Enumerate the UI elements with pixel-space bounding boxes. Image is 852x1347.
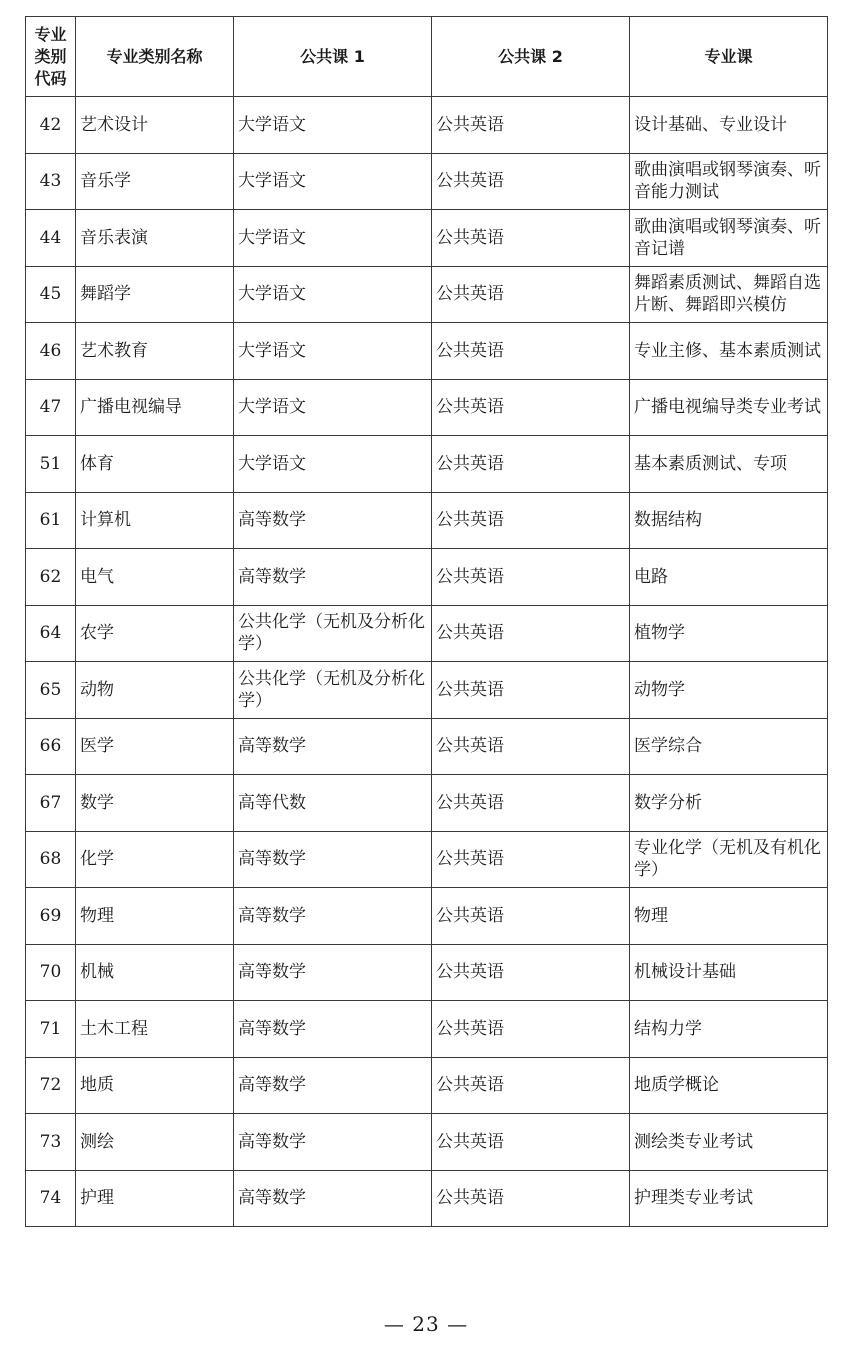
cell-major: 机械设计基础 bbox=[630, 944, 828, 1001]
cell-code: 71 bbox=[26, 1001, 76, 1058]
cell-course2: 公共英语 bbox=[432, 662, 630, 719]
cell-course1: 大学语文 bbox=[234, 153, 432, 210]
cell-major: 舞蹈素质测试、舞蹈自选片断、舞蹈即兴模仿 bbox=[630, 266, 828, 323]
cell-course2: 公共英语 bbox=[432, 1170, 630, 1227]
table-row bbox=[26, 1170, 828, 1227]
cell-major: 设计基础、专业设计 bbox=[630, 97, 828, 154]
cell-course2: 公共英语 bbox=[432, 1057, 630, 1114]
table-row bbox=[26, 605, 828, 662]
cell-name: 护理 bbox=[76, 1170, 234, 1227]
cell-name: 化学 bbox=[76, 831, 234, 888]
cell-course1: 高等数学 bbox=[234, 492, 432, 549]
cell-course2: 公共英语 bbox=[432, 436, 630, 493]
cell-course1: 高等数学 bbox=[234, 549, 432, 606]
cell-code: 47 bbox=[26, 379, 76, 436]
cell-code: 62 bbox=[26, 549, 76, 606]
cell-name: 动物 bbox=[76, 662, 234, 719]
table-row bbox=[26, 944, 828, 1001]
table-row bbox=[26, 831, 828, 888]
cell-major: 数学分析 bbox=[630, 775, 828, 832]
cell-course1: 公共化学（无机及分析化学） bbox=[234, 662, 432, 719]
cell-name: 体育 bbox=[76, 436, 234, 493]
cell-course2: 公共英语 bbox=[432, 97, 630, 154]
table-row bbox=[26, 549, 828, 606]
table-row bbox=[26, 775, 828, 832]
cell-major: 基本素质测试、专项 bbox=[630, 436, 828, 493]
cell-name: 机械 bbox=[76, 944, 234, 1001]
cell-course2: 公共英语 bbox=[432, 605, 630, 662]
cell-major: 测绘类专业考试 bbox=[630, 1114, 828, 1171]
header-code: 专业类别代码 bbox=[26, 17, 76, 97]
header-major: 专业课 bbox=[630, 17, 828, 97]
cell-name: 舞蹈学 bbox=[76, 266, 234, 323]
cell-course2: 公共英语 bbox=[432, 323, 630, 380]
cell-code: 66 bbox=[26, 718, 76, 775]
cell-course2: 公共英语 bbox=[432, 153, 630, 210]
table-body bbox=[26, 97, 828, 1227]
cell-course1: 高等代数 bbox=[234, 775, 432, 832]
cell-course1: 大学语文 bbox=[234, 436, 432, 493]
cell-name: 音乐表演 bbox=[76, 210, 234, 267]
page-number: — 23 — bbox=[383, 1312, 469, 1336]
table-row bbox=[26, 436, 828, 493]
cell-code: 45 bbox=[26, 266, 76, 323]
cell-major: 护理类专业考试 bbox=[630, 1170, 828, 1227]
cell-code: 69 bbox=[26, 888, 76, 945]
cell-name: 测绘 bbox=[76, 1114, 234, 1171]
cell-major: 结构力学 bbox=[630, 1001, 828, 1058]
cell-course1: 大学语文 bbox=[234, 210, 432, 267]
cell-course2: 公共英语 bbox=[432, 492, 630, 549]
cell-name: 数学 bbox=[76, 775, 234, 832]
cell-course2: 公共英语 bbox=[432, 831, 630, 888]
cell-name: 土木工程 bbox=[76, 1001, 234, 1058]
cell-course1: 公共化学（无机及分析化学） bbox=[234, 605, 432, 662]
cell-major: 医学综合 bbox=[630, 718, 828, 775]
cell-course1: 高等数学 bbox=[234, 718, 432, 775]
table-row bbox=[26, 888, 828, 945]
cell-code: 73 bbox=[26, 1114, 76, 1171]
table-row bbox=[26, 379, 828, 436]
table-row bbox=[26, 1114, 828, 1171]
cell-name: 音乐学 bbox=[76, 153, 234, 210]
cell-code: 51 bbox=[26, 436, 76, 493]
table-header-row bbox=[26, 17, 828, 97]
table-row bbox=[26, 153, 828, 210]
cell-code: 44 bbox=[26, 210, 76, 267]
header-course2: 公共课 2 bbox=[432, 17, 630, 97]
cell-name: 艺术教育 bbox=[76, 323, 234, 380]
cell-code: 43 bbox=[26, 153, 76, 210]
cell-course2: 公共英语 bbox=[432, 1114, 630, 1171]
table-row bbox=[26, 718, 828, 775]
exam-subjects-table bbox=[25, 16, 828, 1227]
cell-course2: 公共英语 bbox=[432, 775, 630, 832]
cell-name: 农学 bbox=[76, 605, 234, 662]
table-row bbox=[26, 1001, 828, 1058]
cell-course2: 公共英语 bbox=[432, 210, 630, 267]
table-row bbox=[26, 210, 828, 267]
cell-course1: 高等数学 bbox=[234, 1001, 432, 1058]
cell-name: 地质 bbox=[76, 1057, 234, 1114]
cell-major: 数据结构 bbox=[630, 492, 828, 549]
cell-major: 广播电视编导类专业考试 bbox=[630, 379, 828, 436]
cell-course2: 公共英语 bbox=[432, 888, 630, 945]
cell-major: 动物学 bbox=[630, 662, 828, 719]
cell-course1: 大学语文 bbox=[234, 97, 432, 154]
cell-course1: 高等数学 bbox=[234, 1057, 432, 1114]
cell-code: 74 bbox=[26, 1170, 76, 1227]
cell-course2: 公共英语 bbox=[432, 549, 630, 606]
cell-name: 艺术设计 bbox=[76, 97, 234, 154]
cell-course1: 大学语文 bbox=[234, 323, 432, 380]
cell-name: 物理 bbox=[76, 888, 234, 945]
cell-code: 67 bbox=[26, 775, 76, 832]
cell-code: 70 bbox=[26, 944, 76, 1001]
cell-major: 植物学 bbox=[630, 605, 828, 662]
cell-major: 歌曲演唱或钢琴演奏、听音能力测试 bbox=[630, 153, 828, 210]
cell-course1: 大学语文 bbox=[234, 379, 432, 436]
cell-code: 42 bbox=[26, 97, 76, 154]
cell-major: 物理 bbox=[630, 888, 828, 945]
table-row bbox=[26, 266, 828, 323]
cell-major: 专业化学（无机及有机化学） bbox=[630, 831, 828, 888]
table-row bbox=[26, 323, 828, 380]
cell-course2: 公共英语 bbox=[432, 944, 630, 1001]
cell-course1: 高等数学 bbox=[234, 1170, 432, 1227]
cell-code: 61 bbox=[26, 492, 76, 549]
cell-course2: 公共英语 bbox=[432, 1001, 630, 1058]
cell-name: 广播电视编导 bbox=[76, 379, 234, 436]
table-row bbox=[26, 1057, 828, 1114]
cell-course2: 公共英语 bbox=[432, 718, 630, 775]
cell-code: 65 bbox=[26, 662, 76, 719]
cell-course1: 大学语文 bbox=[234, 266, 432, 323]
cell-major: 地质学概论 bbox=[630, 1057, 828, 1114]
cell-major: 电路 bbox=[630, 549, 828, 606]
cell-course2: 公共英语 bbox=[432, 266, 630, 323]
cell-course1: 高等数学 bbox=[234, 888, 432, 945]
cell-code: 68 bbox=[26, 831, 76, 888]
table-row bbox=[26, 492, 828, 549]
table-row bbox=[26, 97, 828, 154]
cell-code: 72 bbox=[26, 1057, 76, 1114]
header-course1: 公共课 1 bbox=[234, 17, 432, 97]
cell-code: 64 bbox=[26, 605, 76, 662]
cell-course1: 高等数学 bbox=[234, 831, 432, 888]
header-name: 专业类别名称 bbox=[76, 17, 234, 97]
cell-major: 歌曲演唱或钢琴演奏、听音记谱 bbox=[630, 210, 828, 267]
table-row bbox=[26, 662, 828, 719]
cell-name: 医学 bbox=[76, 718, 234, 775]
cell-course2: 公共英语 bbox=[432, 379, 630, 436]
cell-name: 计算机 bbox=[76, 492, 234, 549]
cell-name: 电气 bbox=[76, 549, 234, 606]
cell-course1: 高等数学 bbox=[234, 1114, 432, 1171]
cell-major: 专业主修、基本素质测试 bbox=[630, 323, 828, 380]
cell-course1: 高等数学 bbox=[234, 944, 432, 1001]
cell-code: 46 bbox=[26, 323, 76, 380]
